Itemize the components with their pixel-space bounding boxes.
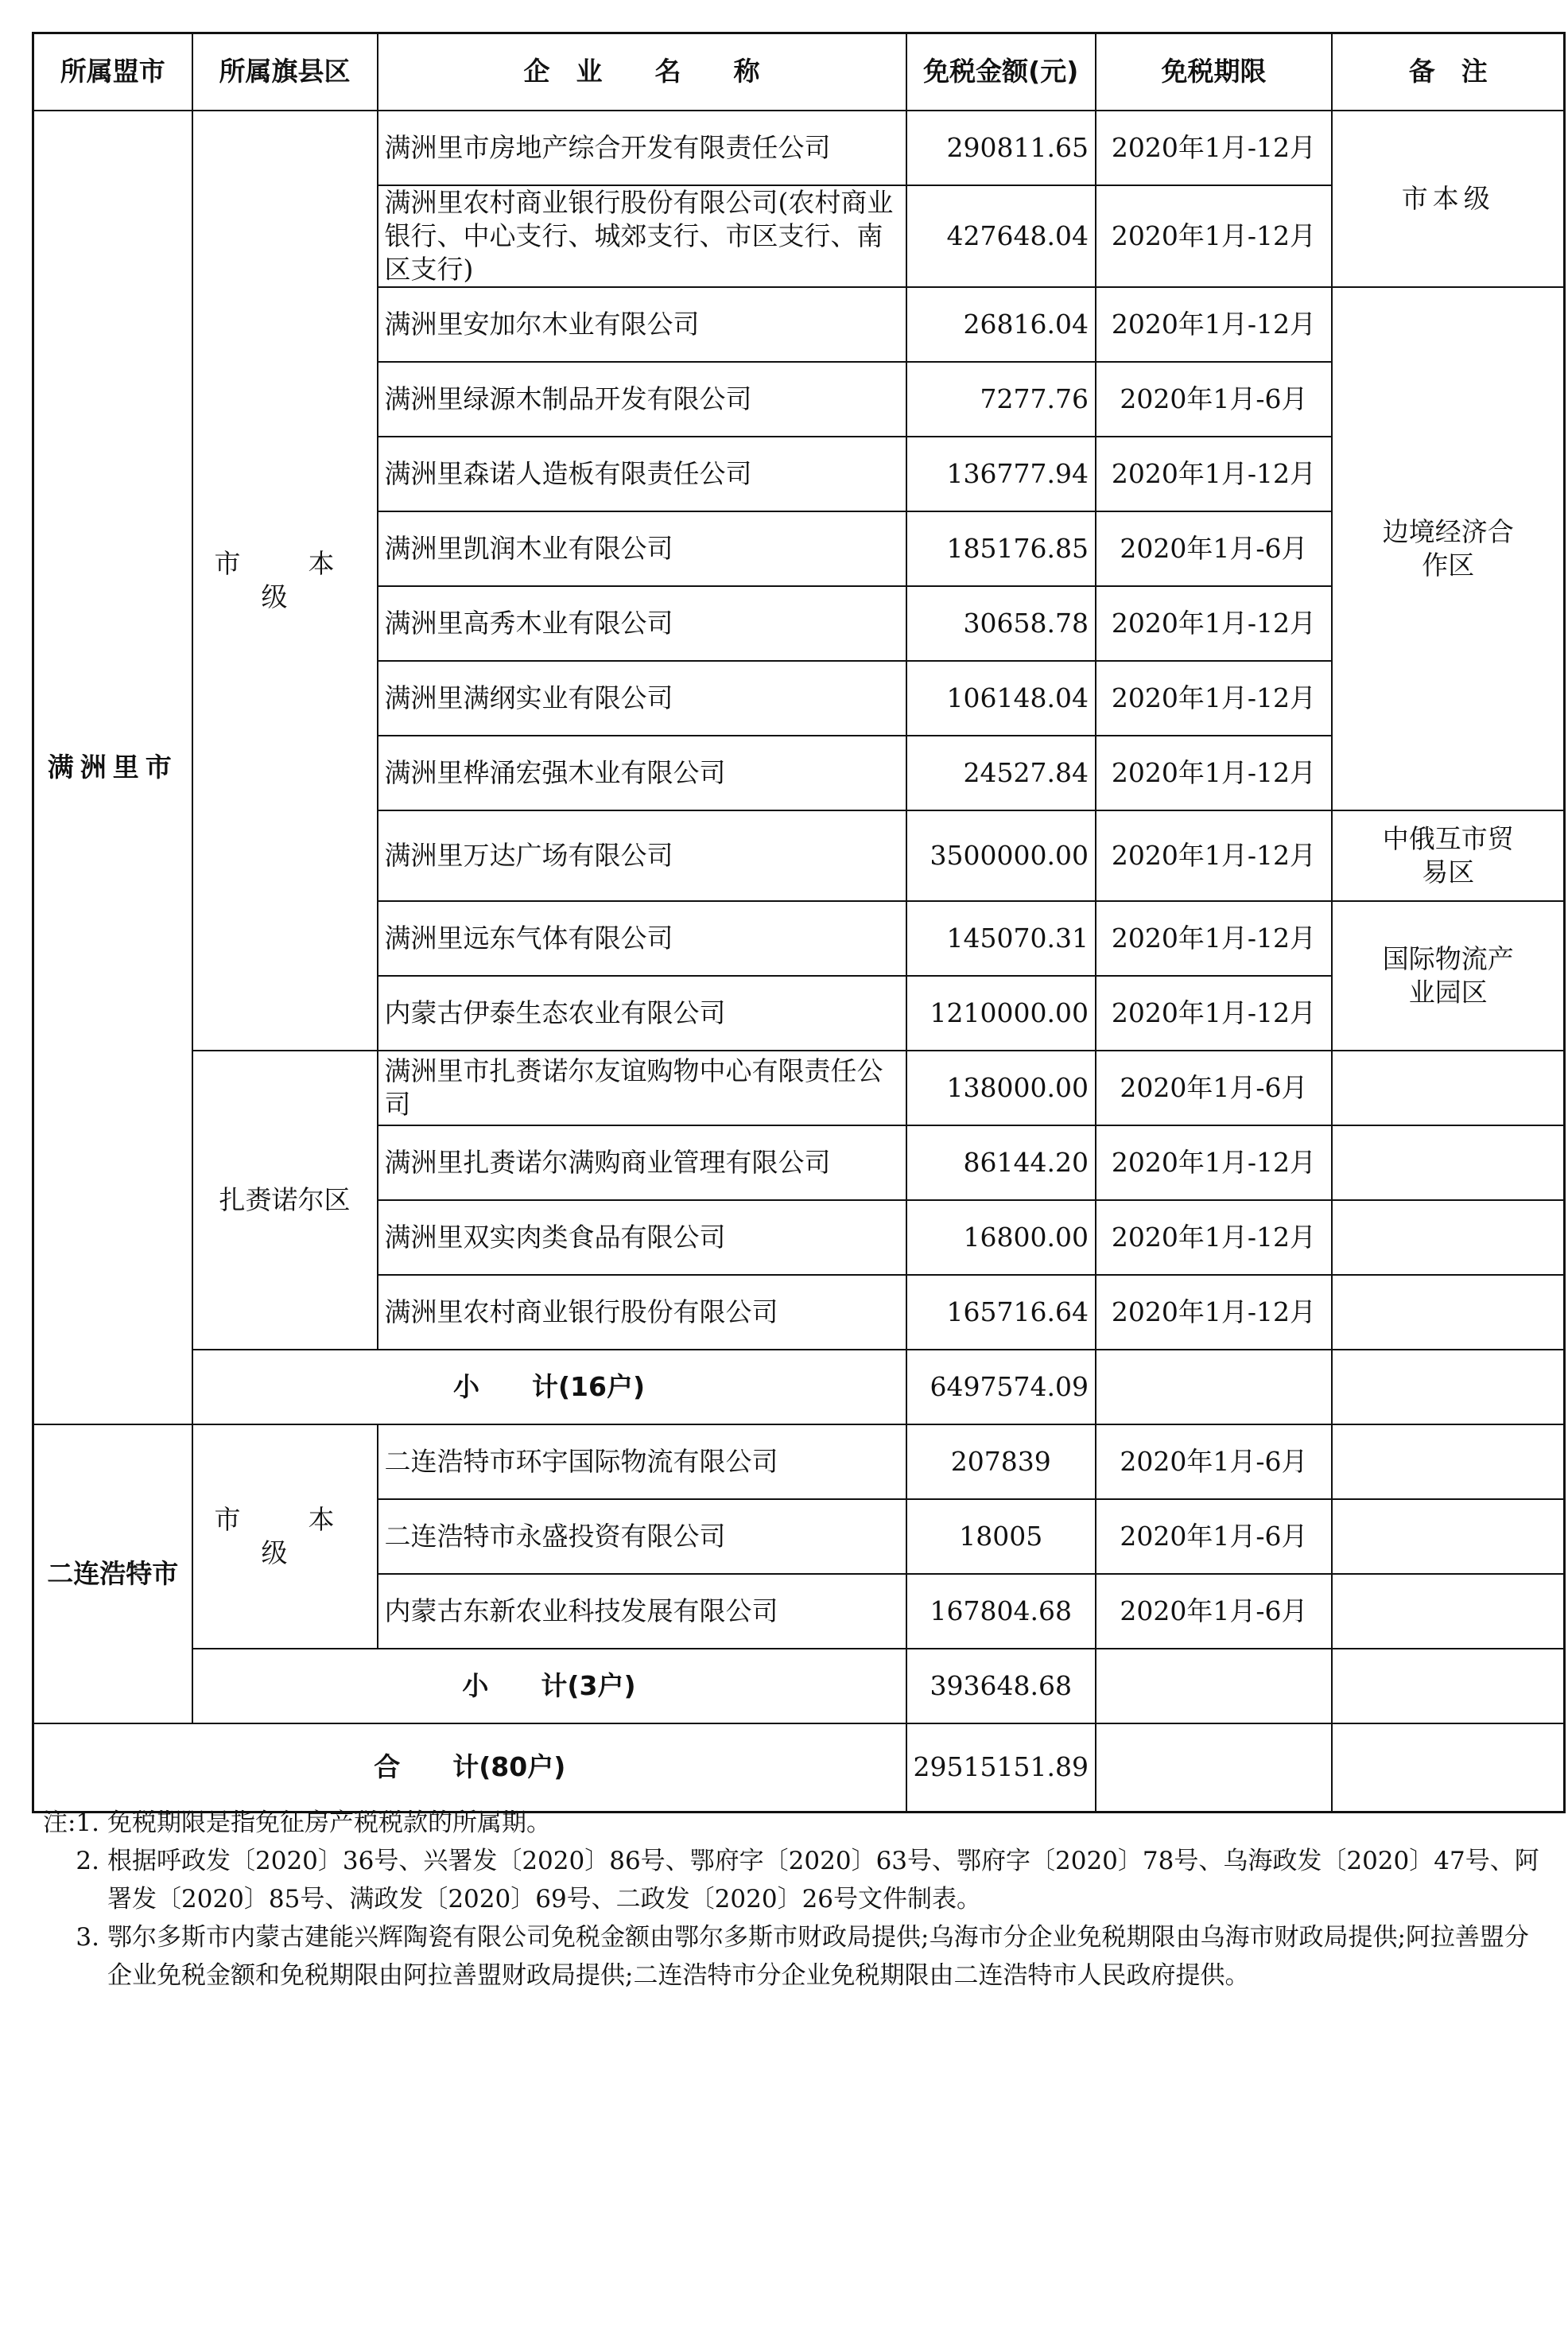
period-cell: 2020年1月-6月 (1096, 1499, 1332, 1574)
footnote-text: 免税期限是指免征房产税税款的所属期。 (107, 1809, 551, 1837)
amount-cell: 24527.84 (906, 736, 1096, 810)
footnote-text: 根据呼政发〔2020〕36号、兴署发〔2020〕86号、鄂府字〔2020〕63号、鄂府字〔2020〕78号、乌海政发〔2020〕47号、阿署发〔2020〕85号、满政发〔2020〕69号、二政发〔2020〕26号文件制表。 (107, 1847, 1539, 1914)
amount-cell: 207839 (906, 1424, 1096, 1499)
amount-cell: 167804.68 (906, 1574, 1096, 1649)
amount-cell: 427648.04 (906, 185, 1096, 287)
company-cell: 满洲里绿源木制品开发有限公司 (378, 362, 906, 437)
footnote-lead: 注:1. (42, 1809, 99, 1837)
company-cell: 满洲里扎赉诺尔满购商业管理有限公司 (378, 1125, 906, 1200)
company-cell: 内蒙古东新农业科技发展有限公司 (378, 1574, 906, 1649)
county-cell-zhalainuoer: 扎赉诺尔区 (192, 1051, 378, 1350)
remark-cell-empty (1332, 1723, 1565, 1813)
header-league: 所属盟市 (33, 33, 192, 111)
footnote-item (32, 1842, 1543, 1918)
period-cell: 2020年1月-6月 (1096, 1574, 1332, 1649)
period-cell: 2020年1月-6月 (1096, 1424, 1332, 1499)
amount-cell: 16800.00 (906, 1200, 1096, 1275)
company-cell: 满洲里万达广场有限公司 (378, 810, 906, 901)
footnote-item (32, 1804, 1543, 1842)
company-cell: 二连浩特市永盛投资有限公司 (378, 1499, 906, 1574)
company-cell: 满洲里市扎赉诺尔友谊购物中心有限责任公司 (378, 1051, 906, 1125)
period-cell-empty (1096, 1723, 1332, 1813)
amount-cell: 7277.76 (906, 362, 1096, 437)
header-row (33, 33, 1565, 111)
amount-cell: 136777.94 (906, 437, 1096, 511)
company-cell: 内蒙古伊泰生态农业有限公司 (378, 976, 906, 1051)
subtotal-row (33, 1649, 1565, 1723)
footnote-number: 3. (76, 1923, 99, 1952)
period-cell: 2020年1月-12月 (1096, 586, 1332, 661)
period-cell: 2020年1月-12月 (1096, 287, 1332, 362)
period-cell: 2020年1月-12月 (1096, 736, 1332, 810)
company-cell: 满洲里桦涌宏强木业有限公司 (378, 736, 906, 810)
header-period: 免税期限 (1096, 33, 1332, 111)
company-cell: 满洲里农村商业银行股份有限公司(农村商业银行、中心支行、城郊支行、市区支行、南区支行) (378, 185, 906, 287)
table-row (33, 1051, 1565, 1125)
amount-cell: 106148.04 (906, 661, 1096, 736)
table-row (33, 111, 1565, 185)
header-remark: 备 注 (1332, 33, 1565, 111)
period-cell-empty (1096, 1649, 1332, 1723)
footnote-text: 鄂尔多斯市内蒙古建能兴辉陶瓷有限公司免税金额由鄂尔多斯市财政局提供;乌海市分企业免税期限由乌海市财政局提供;阿拉善盟分企业免税金额和免税期限由阿拉善盟财政局提供;二连浩特市分企业免税期限由二连浩特市人民政府提供。 (107, 1923, 1529, 1990)
company-cell: 满洲里双实肉类食品有限公司 (378, 1200, 906, 1275)
total-row (33, 1723, 1565, 1813)
period-cell-empty (1096, 1350, 1332, 1424)
remark-cell-empty (1332, 1125, 1565, 1200)
subtotal-label: 小 计(16户) (192, 1350, 906, 1424)
period-cell: 2020年1月-12月 (1096, 810, 1332, 901)
company-cell: 满洲里凯润木业有限公司 (378, 511, 906, 586)
tax-exemption-table (32, 32, 1566, 1813)
amount-cell: 1210000.00 (906, 976, 1096, 1051)
period-cell: 2020年1月-12月 (1096, 1275, 1332, 1350)
period-cell: 2020年1月-12月 (1096, 901, 1332, 976)
amount-cell: 138000.00 (906, 1051, 1096, 1125)
amount-cell: 145070.31 (906, 901, 1096, 976)
period-cell: 2020年1月-6月 (1096, 511, 1332, 586)
remark-cell-empty (1332, 1649, 1565, 1723)
remark-cell-empty (1332, 1051, 1565, 1125)
amount-cell: 30658.78 (906, 586, 1096, 661)
header-company: 企 业 名 称 (378, 33, 906, 111)
county-cell-erlianhaote-city: 市 本 级 (192, 1424, 378, 1649)
company-cell: 二连浩特市环宇国际物流有限公司 (378, 1424, 906, 1499)
company-cell: 满洲里安加尔木业有限公司 (378, 287, 906, 362)
remark-cell-empty (1332, 1574, 1565, 1649)
period-cell: 2020年1月-12月 (1096, 976, 1332, 1051)
footnotes (32, 1804, 1543, 1995)
subtotal-amount: 6497574.09 (906, 1350, 1096, 1424)
league-cell-manzhouli: 满洲里市 (33, 111, 192, 1424)
remark-cell-empty (1332, 1499, 1565, 1574)
remark-cell-empty (1332, 1350, 1565, 1424)
period-cell: 2020年1月-12月 (1096, 111, 1332, 185)
amount-cell: 26816.04 (906, 287, 1096, 362)
remark-cell-border-zone: 边境经济合作区 (1332, 287, 1565, 810)
amount-cell: 290811.65 (906, 111, 1096, 185)
amount-cell: 165716.64 (906, 1275, 1096, 1350)
remark-cell-city-level: 市本级 (1332, 111, 1565, 287)
total-amount: 29515151.89 (906, 1723, 1096, 1813)
period-cell: 2020年1月-12月 (1096, 437, 1332, 511)
header-amount: 免税金额(元) (906, 33, 1096, 111)
period-cell: 2020年1月-6月 (1096, 362, 1332, 437)
remark-cell-empty (1332, 1424, 1565, 1499)
company-cell: 满洲里满纲实业有限公司 (378, 661, 906, 736)
period-cell: 2020年1月-12月 (1096, 185, 1332, 287)
county-cell-manzhouli-city: 市 本 级 (192, 111, 378, 1051)
amount-cell: 18005 (906, 1499, 1096, 1574)
period-cell: 2020年1月-12月 (1096, 1125, 1332, 1200)
subtotal-row (33, 1350, 1565, 1424)
remark-cell-trade-zone: 中俄互市贸易区 (1332, 810, 1565, 901)
footnote-item (32, 1918, 1543, 1995)
subtotal-label: 小 计(3户) (192, 1649, 906, 1723)
company-cell: 满洲里农村商业银行股份有限公司 (378, 1275, 906, 1350)
amount-cell: 185176.85 (906, 511, 1096, 586)
company-cell: 满洲里森诺人造板有限责任公司 (378, 437, 906, 511)
period-cell: 2020年1月-12月 (1096, 1200, 1332, 1275)
total-label: 合 计(80户) (33, 1723, 906, 1813)
header-county: 所属旗县区 (192, 33, 378, 111)
period-cell: 2020年1月-6月 (1096, 1051, 1332, 1125)
company-cell: 满洲里远东气体有限公司 (378, 901, 906, 976)
period-cell: 2020年1月-12月 (1096, 661, 1332, 736)
remark-cell-empty (1332, 1200, 1565, 1275)
remark-cell-logistics-park: 国际物流产业园区 (1332, 901, 1565, 1051)
company-cell: 满洲里高秀木业有限公司 (378, 586, 906, 661)
footnote-number: 2. (76, 1847, 99, 1875)
amount-cell: 86144.20 (906, 1125, 1096, 1200)
league-cell-erlianhaote: 二连浩特市 (33, 1424, 192, 1723)
subtotal-amount: 393648.68 (906, 1649, 1096, 1723)
table-row (33, 1424, 1565, 1499)
remark-cell-empty (1332, 1275, 1565, 1350)
amount-cell: 3500000.00 (906, 810, 1096, 901)
company-cell: 满洲里市房地产综合开发有限责任公司 (378, 111, 906, 185)
